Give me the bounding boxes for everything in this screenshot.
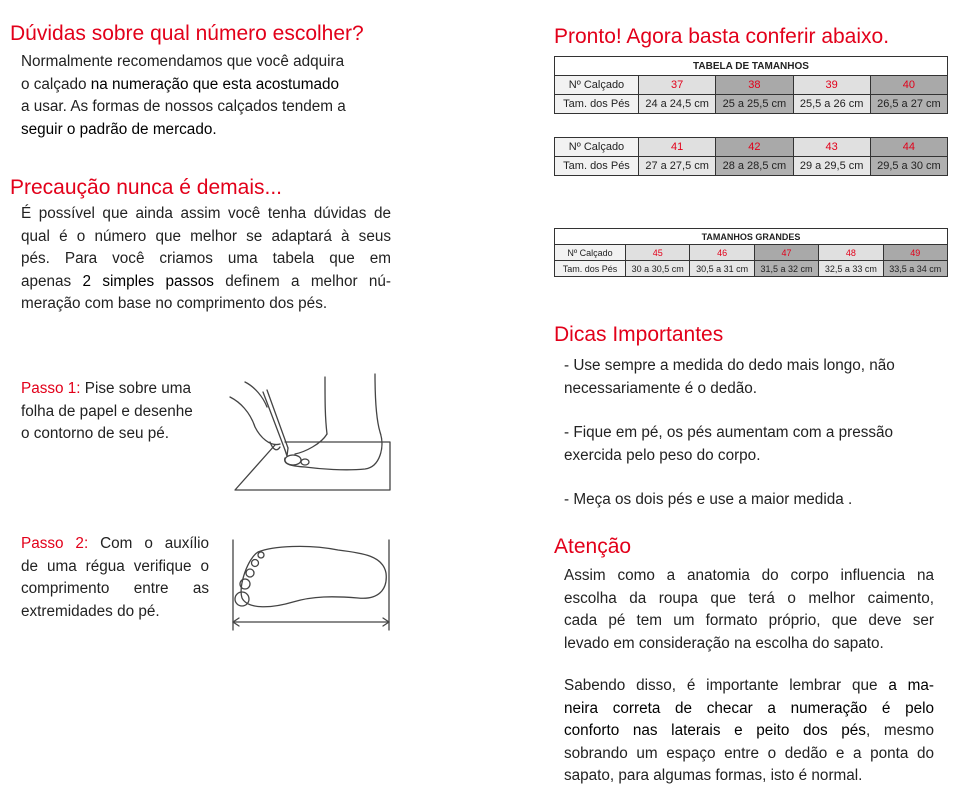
- feet-cell: 24 a 24,5 cm: [639, 95, 716, 114]
- step-2-text: Passo 2: Com o auxílio de uma régua verifique o comprimento entre as extremidades do pé.: [21, 535, 209, 620]
- row-label-size: Nº Calçado: [555, 245, 626, 261]
- size-table-large: [554, 228, 948, 277]
- size-cell: 45: [626, 245, 690, 261]
- table-title: TAMANHOS GRANDES: [555, 229, 948, 245]
- row-label-size: Nº Calçado: [555, 76, 639, 95]
- size-cell: 43: [793, 138, 870, 157]
- size-cell: 44: [870, 138, 947, 157]
- feet-cell: 29,5 a 30 cm: [870, 157, 947, 176]
- feet-cell: 29 a 29,5 cm: [793, 157, 870, 176]
- size-cell: 41: [639, 138, 716, 157]
- step-1-text: Passo 1: Pise sobre uma folha de papel e desenhe o contorno de seu pé.: [21, 380, 193, 442]
- heading-pronto: Pronto! Agora basta conferir abaixo.: [554, 25, 890, 48]
- feet-cell: 30,5 a 31 cm: [690, 261, 754, 277]
- size-cell: 40: [870, 76, 947, 95]
- feet-cell: 30 a 30,5 cm: [626, 261, 690, 277]
- size-cell: 47: [754, 245, 818, 261]
- feet-cell: 25,5 a 26 cm: [793, 95, 870, 114]
- feet-cell: 27 a 27,5 cm: [639, 157, 716, 176]
- paragraph-atencao-1: Assim como a anatomia do corpo influencia na escolha da roupa que terá o melhor caimento, cada pé tem um formato próprio, que deve ser levado em consideração na escolha do sapato.: [564, 567, 934, 652]
- feet-cell: 33,5 a 34 cm: [883, 261, 947, 277]
- tip-item: - Fique em pé, os pés aumentam com a pressão exercida pelo peso do corpo.: [564, 424, 894, 464]
- tip-item: - Use sempre a medida do dedo mais longo, não necessariamente é o dedão.: [564, 357, 895, 397]
- paragraph-duvidas: Normalmente recomendamos que você adquira o calçado na numeração que esta acostumado a usar. As formas de nossos calçados tendem a seguir o padrão de mercado.: [21, 53, 346, 138]
- heading-dicas: Dicas Importantes: [554, 323, 724, 346]
- size-cell: 42: [716, 138, 793, 157]
- size-cell: 49: [883, 245, 947, 261]
- size-cell: 39: [793, 76, 870, 95]
- tips-list: [564, 355, 944, 512]
- feet-cell: 32,5 a 33 cm: [819, 261, 883, 277]
- row-label-feet: Tam. dos Pés: [555, 157, 639, 176]
- row-label-feet: Tam. dos Pés: [555, 95, 639, 114]
- row-label-size: Nº Calçado: [555, 138, 639, 157]
- heading-atencao: Atenção: [554, 535, 632, 558]
- size-cell: 38: [716, 76, 793, 95]
- tip-item: - Meça os dois pés e use a maior medida .: [564, 491, 853, 508]
- size-cell: 37: [639, 76, 716, 95]
- row-label-feet: Tam. dos Pés: [555, 261, 626, 277]
- size-table-1: [554, 56, 948, 114]
- heading-precaucao: Precaução nunca é demais...: [10, 176, 282, 199]
- paragraph-precaucao: É possível que ainda assim você tenha dúvidas de qual é o número que melhor se adaptará à seus pés. Para você criamos uma tabela que em apenas 2 simples passos definem a melhor nú- meração com base no comprimento dos pés.: [21, 205, 391, 312]
- table-title: TABELA DE TAMANHOS: [555, 57, 948, 76]
- foot-measure-illustration: [228, 538, 394, 633]
- foot-tracing-illustration: [225, 372, 395, 494]
- paragraph-atencao-2: Sabendo disso, é importante lembrar que a ma- neira correta de checar a numeração é pelo conforto nas laterais e peito dos pés, mesmo sobrando um espaço entre o dedão e a ponta do sapato, para algumas formas, isto é normal.: [564, 677, 934, 784]
- heading-duvidas: Dúvidas sobre qual número escolher?: [10, 22, 364, 45]
- feet-cell: 25 a 25,5 cm: [716, 95, 793, 114]
- size-table-2: [554, 137, 948, 176]
- feet-cell: 28 a 28,5 cm: [716, 157, 793, 176]
- size-cell: 48: [819, 245, 883, 261]
- feet-cell: 31,5 a 32 cm: [754, 261, 818, 277]
- size-cell: 46: [690, 245, 754, 261]
- feet-cell: 26,5 a 27 cm: [870, 95, 947, 114]
